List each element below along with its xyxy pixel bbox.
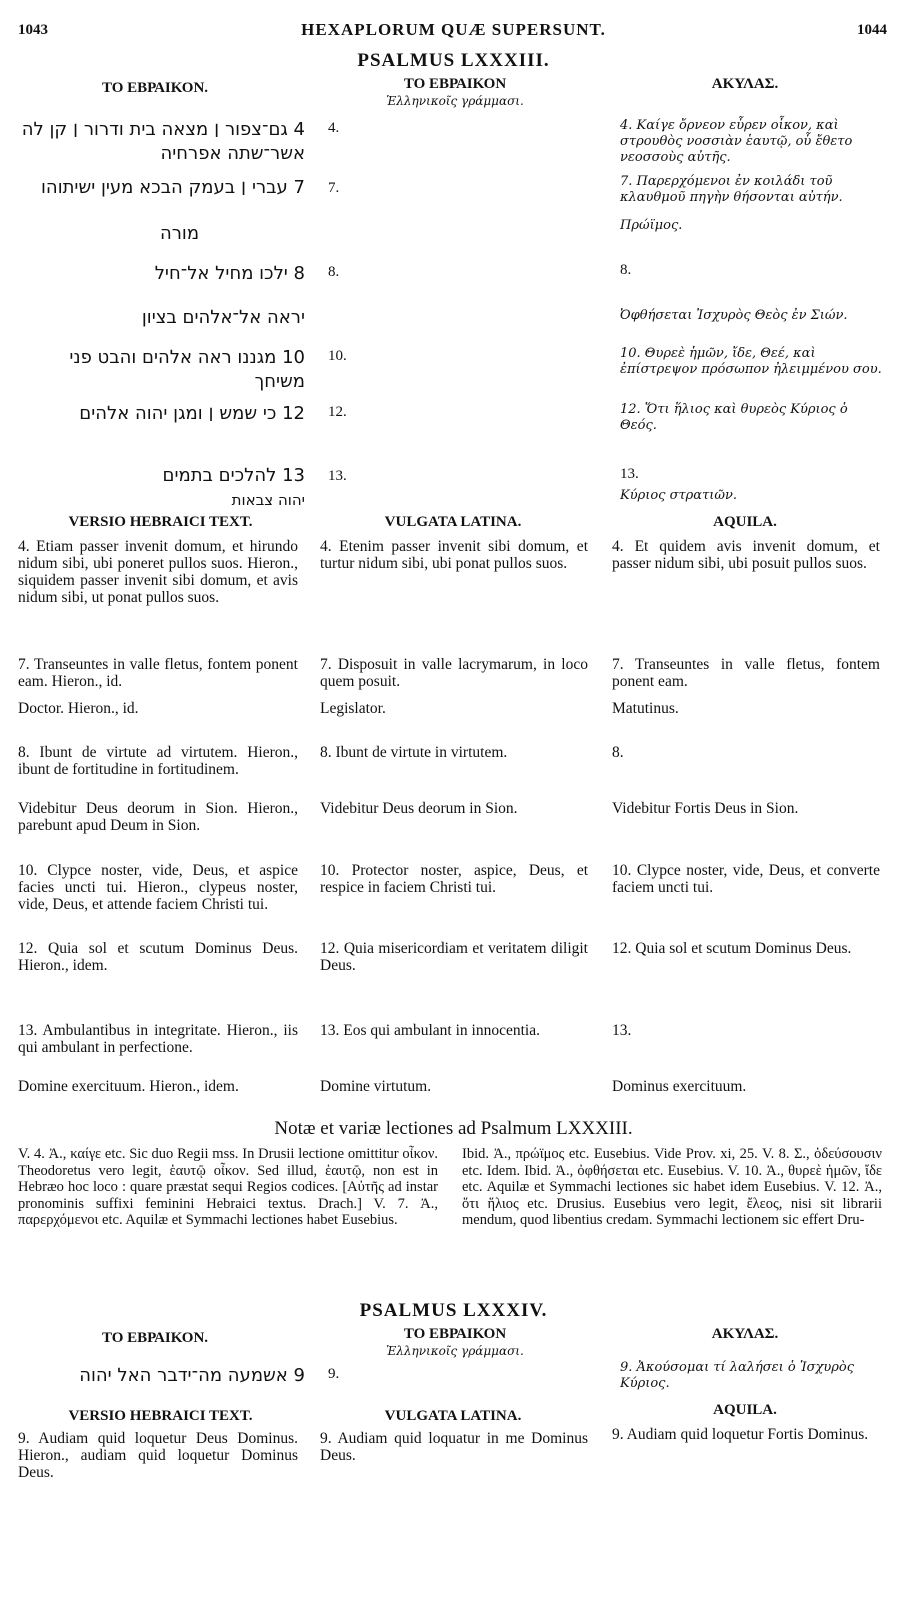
vulgata-text: 8. Ibunt de virtute in virtutem. — [320, 744, 508, 761]
vulgata-text: 7. Disposuit in valle lacrymarum, in loco quem posuit. — [320, 656, 588, 690]
hebrew-text: 4 גם־צפור ׀ מצאה בית ודרור ׀ קן לה אשר־שתה אפרחיה — [21, 119, 305, 164]
page-number-right: 1044 — [857, 22, 887, 38]
aquila-text: 10. Clypce noster, vide, Deus, et converte faciem uncti tui. — [612, 862, 880, 896]
versio-text: 9. Audiam quid loquetur Deus Dominus. Hieron., audiam quid loquetur Dominus Deus. — [18, 1430, 298, 1481]
aquila-text: 13. — [612, 1022, 632, 1039]
aquila-text: Videbitur Fortis Deus in Sion. — [612, 800, 799, 817]
hebrew-text: 13 להלכים בתמים — [162, 465, 305, 486]
col-head-aquila-greek: ΑΚΥΛΑΣ. — [711, 76, 779, 92]
versio-text: 13. Ambulantibus in integritate. Hieron., iis qui ambulant in perfectione. — [18, 1022, 298, 1056]
col-head-versio: VERSIO HEBRAICI TEXT. — [68, 1408, 253, 1424]
aquila-greek-text: 4. Καίγε ὄρνεον εὗρεν οἶκον, καὶ στρουθὸς νοσσιὰν ἑαυτῷ, οὗ ἔθετο νεοσσοὺς αὐτῆς. — [620, 118, 853, 165]
vulgata-text: Videbitur Deus deorum in Sion. — [320, 800, 518, 817]
verse-number: 10. — [328, 348, 347, 364]
aquila-greek-text: 13. — [620, 466, 639, 482]
vulgata-text: 4. Etenim passer invenit sibi domum, et turtur nidum sibi, ubi ponat pullos suos. — [320, 538, 588, 572]
notes-left-column: V. 4. Ἀ., καίγε etc. Sic duo Regii mss. In Drusii lectione omittitur οἶκον. Theodoretus vero legit, ἑαυτῷ οἶκον. Sed illud, ἑαυτῷ, non est in Hebræo hoc loco : quare præstat sequi Regios codices. [Αὐτῆς ad instar pronominis suffixi feminini Hebraici textus. Drach.] V. 7. Ἀ., παρερχόμενοι etc. Aquilæ et Symmachi lectiones habet Eusebius. — [18, 1146, 438, 1228]
vulgata-text: 9. Audiam quid loquatur in me Dominus Deus. — [320, 1430, 588, 1464]
aquila-text: Matutinus. — [612, 700, 679, 717]
aquila-greek-text: 7. Παρερχόμενοι ἐν κοιλάδι τοῦ κλαυθμοῦ πηγὴν θήσονται αὐτήν. — [620, 174, 843, 205]
versio-text: 10. Clypce noster, vide, Deus, et aspice facies uncti tui. Hieron., clypeus noster, vide, Deus, et attende faciem Christi tui. — [18, 862, 298, 913]
page-number-left: 1043 — [18, 22, 48, 38]
col-head-hebrew: ΤΟ ΕΒΡΑΙΚΟΝ. — [101, 80, 209, 96]
notes-title: Notæ et variæ lectiones ad Psalmum LXXXIII. — [274, 1118, 633, 1139]
verse-number: 4. — [328, 120, 340, 136]
col-head-versio: VERSIO HEBRAICI TEXT. — [68, 514, 253, 530]
aquila-greek-text: Ὀφθήσεται Ἰσχυρὸς Θεὸς ἐν Σιών. — [620, 308, 848, 323]
verse-number: 13. — [328, 468, 347, 484]
aquila-text: 4. Et quidem avis invenit domum, et passer nidum sibi, ubi posuit pullos suos. — [612, 538, 880, 572]
versio-text: Domine exercituum. Hieron., idem. — [18, 1078, 239, 1095]
aquila-greek-text-cont: Πρώϊμος. — [620, 218, 683, 233]
aquila-text: 9. Audiam quid loquetur Fortis Dominus. — [612, 1426, 869, 1443]
col-subhead-translit: Ἑλληνικοῖς γράμμασι. — [386, 94, 524, 108]
hebrew-text-cont: יהוה צבאות — [231, 491, 305, 509]
psalm-title: PSALMUS LXXXIV. — [359, 1300, 548, 1321]
hebrew-text: יראה אל־אלהים בציון — [141, 307, 305, 328]
aquila-greek-text: 8. — [620, 262, 632, 278]
aquila-greek-text: 10. Θυρεὲ ἡμῶν, ἴδε, Θεέ, καὶ ἐπίστρεψον πρόσωπον ἠλειμμένου σου. — [620, 346, 882, 377]
aquila-text: 12. Quia sol et scutum Dominus Deus. — [612, 940, 852, 957]
versio-text: 12. Quia sol et scutum Dominus Deus. Hieron., idem. — [18, 940, 298, 974]
versio-text: Doctor. Hieron., id. — [18, 700, 139, 717]
psalm-title: PSALMUS LXXXIII. — [357, 50, 550, 71]
aquila-greek-text: 9. Ἀκούσομαι τί λαλήσει ὁ Ἰσχυρὸς Κύριος. — [620, 1360, 855, 1391]
verse-number: 7. — [328, 180, 340, 196]
col-head-vulgata: VULGATA LATINA. — [384, 1408, 522, 1424]
col-head-translit: ΤΟ ΕΒΡΑΙΚΟΝ — [403, 1326, 507, 1342]
aquila-text: 7. Transeuntes in valle fletus, fontem ponent eam. — [612, 656, 880, 690]
hebrew-text: 12 כי שמש ׀ ומגן יהוה אלהים — [79, 403, 305, 424]
running-title: HEXAPLORUM QUÆ SUPERSUNT. — [301, 20, 606, 39]
aquila-greek-text-cont: Κύριος στρατιῶν. — [620, 488, 738, 503]
vulgata-text: Legislator. — [320, 700, 386, 717]
aquila-text: 8. — [612, 744, 624, 761]
verse-number: 9. — [328, 1366, 340, 1382]
versio-text: 7. Transeuntes in valle fletus, fontem ponent eam. Hieron., id. — [18, 656, 298, 690]
versio-text: 8. Ibunt de virtute ad virtutem. Hieron., ibunt de fortitudine in fortitudinem. — [18, 744, 298, 778]
aquila-text: Dominus exercituum. — [612, 1078, 747, 1095]
hebrew-text: 8 ילכו מחיל אל־חיל — [154, 263, 305, 284]
vulgata-text: 12. Quia misericordiam et veritatem diligit Deus. — [320, 940, 588, 974]
versio-text: 4. Etiam passer invenit domum, et hirundo nidum sibi, ubi poneret pullos suos. Hieron., siquidem passer invenit sibi domum, et avis nidum sibi, ut ponat pullos suos. — [18, 538, 298, 606]
hebrew-text: 9 אשמעה מה־ידבר האל יהוה — [79, 1365, 305, 1386]
notes-right-column: Ibid. Ἀ., πρώϊμος etc. Eusebius. Vide Prov. xi, 25. V. 8. Σ., ὁδεύσουσιν etc. Idem. Ibid. Ἀ., ὀφθήσεται etc. Eusebius. V. 10. Ἀ., θυρεὲ ἡμῶν, ἴδε etc. Aquilæ et Symmachi lectiones sic habet idem Eusebius. V. 12. Ἀ., ὅτι ἥλιος etc. Drusius. Eusebius vero legit, ἔλεος, nisi sit librarii mendum, quod libentius credam. Symmachi lectionem sic effert Dru- — [462, 1146, 882, 1228]
vulgata-text: Domine virtutum. — [320, 1078, 432, 1095]
verse-number: 12. — [328, 404, 347, 420]
col-head-hebrew: ΤΟ ΕΒΡΑΙΚΟΝ. — [101, 1330, 209, 1346]
col-head-vulgata: VULGATA LATINA. — [384, 514, 522, 530]
versio-text: Videbitur Deus deorum in Sion. Hieron., parebunt apud Deum in Sion. — [18, 800, 298, 834]
hebrew-text: 7 עברי ׀ בעמק הבכא מעין ישיתוהו — [41, 177, 305, 198]
verse-number: 8. — [328, 264, 340, 280]
col-head-aquila: AQUILA. — [713, 1402, 777, 1418]
hebrew-text: 10 מגננו ראה אלהים והבט פני משיחך — [69, 347, 305, 392]
vulgata-text: 13. Eos qui ambulant in innocentia. — [320, 1022, 540, 1039]
col-head-aquila: AQUILA. — [713, 514, 777, 530]
col-head-translit: ΤΟ ΕΒΡΑΙΚΟΝ — [403, 76, 507, 92]
vulgata-text: 10. Protector noster, aspice, Deus, et respice in faciem Christi tui. — [320, 862, 588, 896]
col-head-aquila-greek: ΑΚΥΛΑΣ. — [711, 1326, 779, 1342]
hebrew-text-cont: מורה — [160, 223, 200, 244]
col-subhead-translit: Ἑλληνικοῖς γράμμασι. — [386, 1344, 524, 1358]
aquila-greek-text: 12. Ὅτι ἥλιος καὶ θυρεὸς Κύριος ὁ Θεός. — [620, 402, 848, 433]
